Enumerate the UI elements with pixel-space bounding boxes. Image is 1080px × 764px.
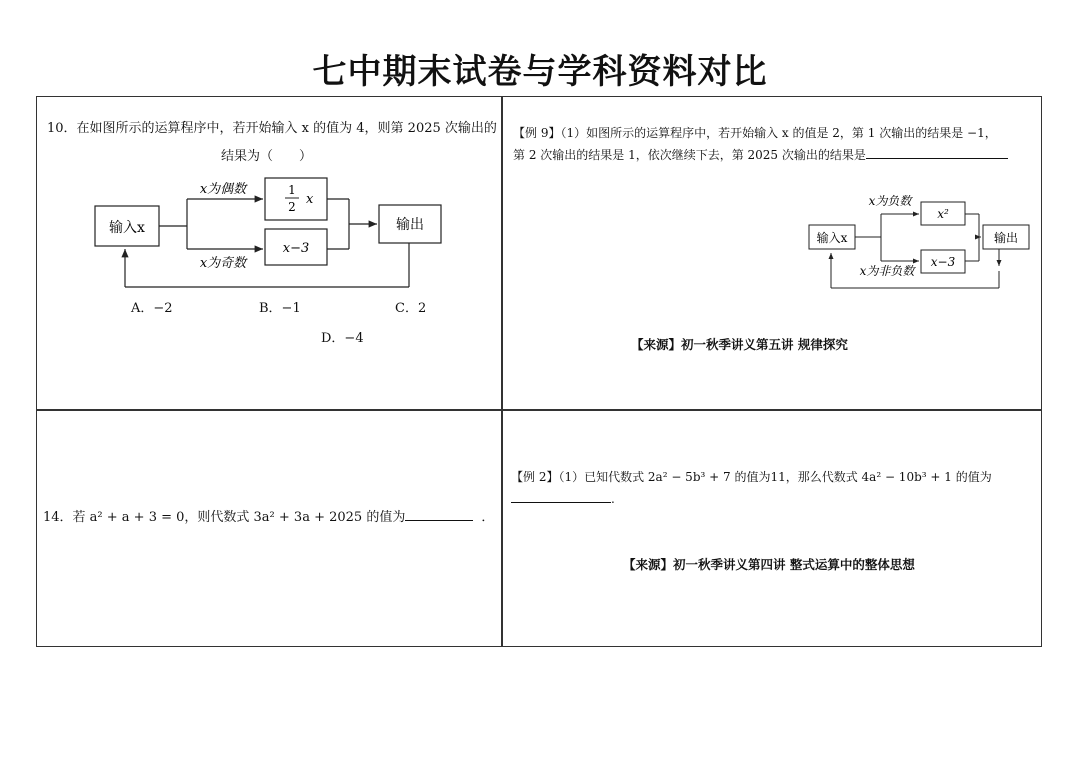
page-title: 七中期末试卷与学科资料对比: [312, 52, 768, 92]
q10-option-a: A．−2: [131, 301, 173, 316]
q10-half-numerator: 1: [288, 183, 296, 197]
q10-line1: 10．在如图所示的运算程序中，若开始输入 x 的值为 4，则第 2025 次输出的: [47, 121, 497, 136]
ex9-input-label: 输入x: [816, 231, 848, 245]
comparison-table: [36, 96, 1042, 647]
q14-text: 14．若 a² + a + 3 = 0，则代数式 3a² + 3a + 2025 的值为: [43, 510, 406, 525]
ex2-answer-blank: [511, 488, 611, 503]
q10-half-var: x: [306, 192, 314, 207]
ex9-neg-label: x为负数: [868, 194, 912, 208]
reference-example-9: [503, 97, 1041, 409]
q10-output-label: 输出: [396, 217, 424, 233]
ex9-nonneg-label: x为非负数: [859, 264, 915, 278]
ex2-line2-end: .: [611, 492, 615, 506]
ex9-flowchart: [801, 191, 1051, 301]
exam-question-14: [37, 411, 501, 646]
ex9-neg-op-label: x²: [937, 207, 949, 221]
q14-end: ．: [481, 510, 495, 525]
q10-line2: 结果为（ ）: [221, 149, 313, 164]
ex2-source: 【来源】初一秋季讲义第四讲 整式运算中的整体思想: [623, 557, 915, 572]
q10-option-b: B．−1: [259, 301, 301, 316]
q10-even-label: x为偶数: [199, 182, 247, 197]
q10-option-c: C．2: [395, 301, 427, 316]
q10-input-label: 输入x: [109, 220, 145, 236]
ex2-line1: 【例 2】（1）已知代数式 2a² − 5b³ + 7 的值为11，那么代数式 4a² − 10b³ + 1 的值为: [511, 470, 992, 484]
ex9-output-label: 输出: [993, 231, 1019, 245]
ex9-line1: 【例 9】（1）如图所示的运算程序中，若开始输入 x 的值是 2，第 1 次输出的结果是 −1，: [513, 126, 997, 140]
reference-example-2: [503, 411, 1041, 646]
q10-half-denominator: 2: [288, 200, 296, 214]
exam-question-10: [37, 97, 501, 409]
ex9-answer-blank: [866, 144, 1008, 159]
q10-odd-label: x为奇数: [199, 256, 247, 271]
ex9-source: 【来源】初一秋季讲义第五讲 规律探究: [631, 337, 848, 352]
ex9-line2: 第 2 次输出的结果是 1，依次继续下去，第 2025 次输出的结果是: [513, 148, 866, 162]
q10-odd-op-label: x−3: [282, 241, 310, 256]
q14-answer-blank: [405, 506, 473, 521]
q10-flowchart: [37, 169, 501, 369]
ex9-nonneg-op-label: x−3: [930, 255, 956, 269]
q10-even-op-box: [265, 178, 327, 220]
q10-option-d: D．−4: [321, 331, 364, 346]
